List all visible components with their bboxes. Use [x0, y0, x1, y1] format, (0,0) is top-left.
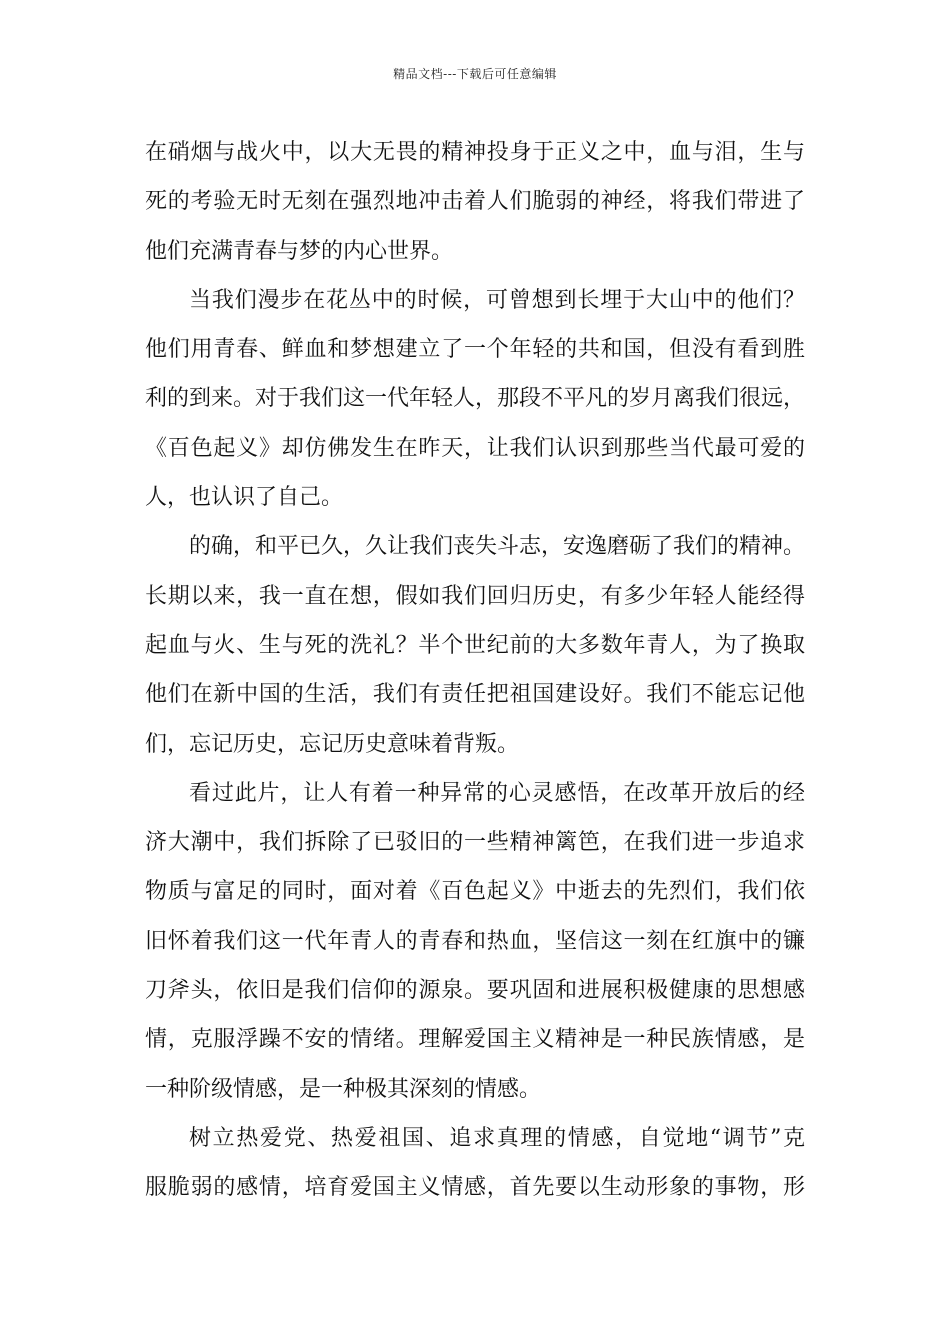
- text-line: 利的到来。对于我们这一代年轻人，那段不平凡的岁月离我们很远，: [145, 386, 806, 412]
- text-line: 《百色起义》却仿佛发生在昨天，让我们认识到那些当代最可爱的: [145, 435, 805, 461]
- text-line: 服脆弱的感情，培育爱国主义情感，首先要以生动形象的事物，形: [145, 1175, 805, 1201]
- text-line: 情，克服浮躁不安的情绪。理解爱国主义精神是一种民族情感，是: [145, 1027, 805, 1053]
- text-line: 物质与富足的同时，面对着《百色起义》中逝去的先烈们，我们依: [145, 879, 805, 905]
- text-line: 济大潮中，我们拆除了已驳旧的一些精神篱笆，在我们进一步追求: [145, 830, 805, 856]
- text-line: 他们在新中国的生活，我们有责任把祖国建设好。我们不能忘记他: [145, 682, 805, 708]
- text-line: 起血与火、生与死的洗礼？半个世纪前的大多数年青人，为了换取: [145, 632, 805, 658]
- text-line: 长期以来，我一直在想，假如我们回归历史，有多少年轻人能经得: [145, 583, 805, 609]
- text-line: 当我们漫步在花丛中的时候，可曾想到长埋于大山中的他们？: [189, 287, 805, 313]
- text-line: 树立热爱党、热爱祖国、追求真理的情感，自觉地“调节”克: [189, 1125, 805, 1151]
- document-body: [145, 128, 805, 1213]
- text-line: 看过此片，让人有着一种异常的心灵感悟，在改革开放后的经: [189, 780, 805, 806]
- text-line: 他们用青春、鲜血和梦想建立了一个年轻的共和国，但没有看到胜: [145, 337, 805, 363]
- text-line: 他们充满青春与梦的内心世界。: [145, 238, 454, 264]
- text-line: 旧怀着我们这一代年青人的青春和热血，坚信这一刻在红旗中的镰: [145, 928, 805, 954]
- text-line: 一种阶级情感，是一种极其深刻的情感。: [145, 1076, 542, 1102]
- text-line: 们，忘记历史，忘记历史意味着背叛。: [145, 731, 520, 757]
- text-line: 在硝烟与战火中，以大无畏的精神投身于正义之中，血与泪，生与: [145, 140, 805, 165]
- text-line: 人，也认识了自己。: [145, 485, 344, 511]
- text-line: 的确，和平已久，久让我们丧失斗志，安逸磨砺了我们的精神。: [189, 534, 806, 560]
- text-line: 刀斧头，依旧是我们信仰的源泉。要巩固和进展积极健康的思想感: [145, 978, 805, 1004]
- text-line: 死的考验无时无刻在强烈地冲击着人们脆弱的神经，将我们带进了: [145, 189, 805, 215]
- page-header: 精品文档---下载后可任意编辑: [393, 67, 557, 81]
